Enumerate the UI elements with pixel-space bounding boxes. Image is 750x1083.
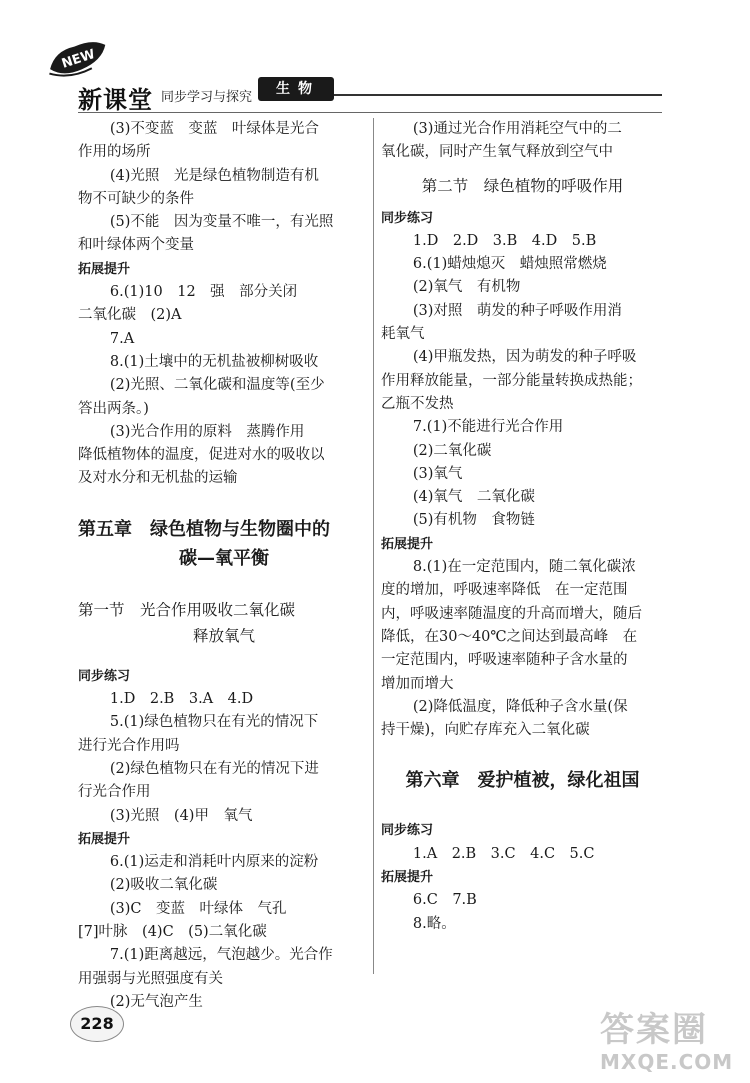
chapter-title: 第六章 爱护植被，绿化祖国	[405, 770, 640, 792]
answer-line: (4)氧气 二氧化碳	[412, 489, 535, 506]
answer-line: (3)光合作用的原料 蒸腾作用	[109, 423, 305, 440]
answer-line: 氧化碳，同时产生氧气释放到空气中	[381, 144, 613, 161]
answer-line: 6.C 7.B	[412, 892, 477, 909]
answer-line: 乙瓶不发热	[381, 395, 454, 412]
answer-line: (2)绿色植物只在有光的情况下进	[109, 760, 319, 777]
answer-line: 8.(1)在一定范围内，随二氧化碳浓	[412, 559, 636, 576]
section-label: 拓展提升	[78, 831, 131, 847]
new-logo-icon	[39, 28, 116, 87]
section-title: 释放氧气	[192, 626, 255, 645]
answer-line: (5)有机物 食物链	[412, 512, 535, 529]
watermark-url: MXQE.COM	[600, 1050, 734, 1074]
subject-badge: 生物	[258, 77, 334, 101]
spacer	[381, 742, 664, 766]
watermark-logo-text: 答案圈	[600, 1010, 708, 1050]
section-label: 拓展提升	[381, 536, 434, 552]
answer-line: 持干燥)，向贮存库充入二氧化碳	[381, 722, 590, 739]
answer-line: 物不可缺少的条件	[78, 190, 194, 207]
header-rule	[310, 94, 662, 96]
answer-line: 答出两条。)	[78, 400, 149, 417]
answer-line: 降低，在30～40℃之间达到最高峰 在	[381, 628, 638, 645]
spacer	[78, 649, 370, 665]
spacer	[78, 573, 370, 597]
answer-line: (5)不能 因为变量不唯一，有光照	[109, 214, 334, 231]
answer-line: 增加而增大	[381, 675, 454, 692]
left-column	[78, 118, 370, 1014]
page-header	[0, 0, 750, 112]
section-title: 第二节 绿色植物的呼吸作用	[421, 176, 624, 195]
answer-line: 1.D 2.B 3.A 4.D	[109, 691, 254, 708]
section-title: 第一节 光合作用吸收二氧化碳	[78, 600, 296, 619]
answer-line: 作用的场所	[78, 144, 151, 161]
answer-line: 7.A	[109, 330, 135, 347]
answer-line: (2)氧气 有机物	[412, 279, 521, 296]
answer-line: 一定范围内，呼吸速率随种子含水量的	[381, 652, 628, 669]
answer-line: 二氧化碳 (2)A	[78, 307, 182, 324]
answer-line: 度的增加，呼吸速率降低 在一定范围	[381, 582, 628, 599]
answer-line: 作用释放能量，一部分能量转换成热能；	[381, 372, 642, 389]
answer-line: 5.(1)绿色植物只在有光的情况下	[109, 714, 319, 731]
answer-line: (3)氧气	[412, 465, 463, 482]
answer-line: (2)降低温度，降低种子含水量(保	[412, 698, 628, 715]
answer-line: 及对水分和无机盐的运输	[78, 470, 238, 487]
answer-line: 1.A 2.B 3.C 4.C 5.C	[412, 845, 595, 862]
answer-line: 7.(1)距离越远，气泡越少。光合作	[109, 947, 333, 964]
answer-line: [7]叶脉 (4)C (5)二氧化碳	[78, 924, 267, 941]
answer-line: (2)无气泡产生	[109, 993, 203, 1010]
answer-line: 耗氧气	[381, 326, 425, 343]
answer-line: 8.(1)土壤中的无机盐被柳树吸收	[109, 353, 319, 370]
answer-line: (3)光照 (4)甲 氧气	[109, 807, 253, 824]
brand-subtitle: 同步学习与探究	[161, 90, 253, 105]
answer-line: 7.(1)不能进行光合作用	[412, 419, 564, 436]
watermark	[600, 1010, 750, 1080]
right-column	[381, 118, 664, 936]
answer-line: (2)二氧化碳	[412, 442, 492, 459]
spacer	[381, 199, 664, 207]
section-label: 拓展提升	[381, 870, 434, 886]
answer-line: 6.(1)运走和消耗叶内原来的淀粉	[109, 854, 319, 871]
answer-line: 进行光合作用吗	[78, 737, 180, 754]
section-label: 同步练习	[381, 823, 434, 839]
answer-line: 和叶绿体两个变量	[78, 237, 194, 254]
chapter-title: 碳—氧平衡	[179, 547, 269, 569]
answer-line: (4)光照 光是绿色植物制造有机	[109, 167, 319, 184]
logo-text: NEW	[59, 47, 98, 72]
section-label: 同步练习	[381, 210, 434, 226]
answer-line: 内，呼吸速率随温度的升高而增大，随后	[381, 605, 642, 622]
page-number: 228	[70, 1006, 124, 1042]
answer-line: 8.略。	[412, 915, 456, 932]
answer-line: (2)吸收二氧化碳	[109, 877, 218, 894]
answer-line: 6.(1)蜡烛熄灭 蜡烛照常燃烧	[412, 256, 607, 273]
header-underline	[78, 112, 662, 113]
spacer	[381, 165, 664, 173]
answer-line: 1.D 2.D 3.B 4.D 5.B	[412, 232, 597, 249]
section-label: 拓展提升	[78, 261, 131, 277]
answer-line: 用强弱与光照强度有关	[78, 970, 223, 987]
brand-title: 新课堂	[78, 86, 153, 114]
answer-line: (3)对照 萌发的种子呼吸作用消	[412, 302, 622, 319]
answer-line: (3)通过光合作用消耗空气中的二	[412, 121, 622, 137]
spacer	[381, 795, 664, 819]
spacer	[78, 491, 370, 515]
section-label: 同步练习	[78, 668, 131, 684]
answer-line: (4)甲瓶发热，因为萌发的种子呼吸	[412, 349, 637, 366]
column-divider	[373, 118, 374, 974]
answer-line: 6.(1)10 12 强 部分关闭	[109, 284, 298, 301]
answer-line: (3)不变蓝 变蓝 叶绿体是光合	[109, 121, 319, 137]
chapter-title: 第五章 绿色植物与生物圈中的	[78, 518, 330, 540]
answer-line: 降低植物体的温度，促进对水的吸收以	[78, 447, 325, 464]
answer-line: 行光合作用	[78, 784, 151, 801]
answer-line: (3)C 变蓝 叶绿体 气孔	[109, 900, 287, 917]
answer-line: (2)光照、二氧化碳和温度等(至少	[109, 377, 325, 394]
